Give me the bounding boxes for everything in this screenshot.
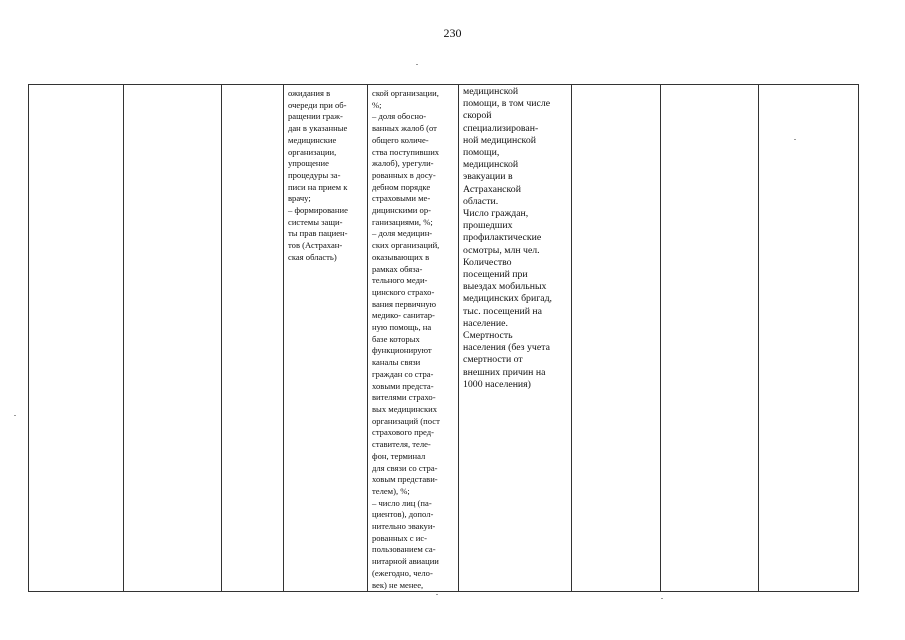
measure-description: ожидания в очереди при об- ращении граж- дан в указанные медицинские организации, упрощение процедуры за- писи на прием к врачу; – формирование системы защи- ты прав пациен- тов (Астрахан- ская область) [288, 88, 348, 262]
scan-speck [661, 598, 663, 599]
scan-speck [416, 64, 418, 65]
scan-speck [14, 415, 16, 416]
table-cell-col9 [759, 85, 859, 592]
scan-speck [794, 139, 796, 140]
results-description: медицинской помощи, в том числе скорой специализирован- ной медицинской помощи, медицинской эвакуации в Астраханской области. Число граждан, прошедших профилактические осмотры, млн чел. Количество посещений при выездах мобильных медицинских бригад, тыс. посещений на население. Смертность населения (без учета смертности от внешних причин на 1000 населения) [463, 86, 552, 390]
data-table [28, 84, 859, 592]
table-cell-col5 [368, 85, 459, 592]
indicator-list: ской организации, %; – доля обосно- ванных жалоб (от общего количе- ства поступивших жалоб), урегули- рованных в досу- дебном порядке страховыми ме- дицинскими ор- ганизациями, %; – доля медицин- ских организаций, оказывающих в рамках обяза- тельного меди- цинского страхо- вания первичную медико- санитар- ную помощь, на базе которых функционируют каналы связи граждан со стра- ховыми предста- вителями страхо- вых медицинских организаций (пост страхового пред- ставителя, теле- фон, терминал для связи со стра- ховым представи- телем), %; – число лиц (па- циентов), допол- нительно эвакуи- рованных с ис- пользованием са- нитарной авиации (ежегодно, чело- век) не менее, [372, 88, 440, 590]
table-cell-col6 [459, 85, 572, 592]
scan-speck [436, 594, 438, 595]
table-row [29, 85, 859, 592]
table-cell-col3 [222, 85, 284, 592]
table-cell-col4 [284, 85, 368, 592]
table-cell-col1 [29, 85, 124, 592]
table-cell-col7 [572, 85, 661, 592]
table-cell-col8 [661, 85, 759, 592]
table-cell-col2 [124, 85, 222, 592]
page-number: 230 [443, 26, 462, 40]
